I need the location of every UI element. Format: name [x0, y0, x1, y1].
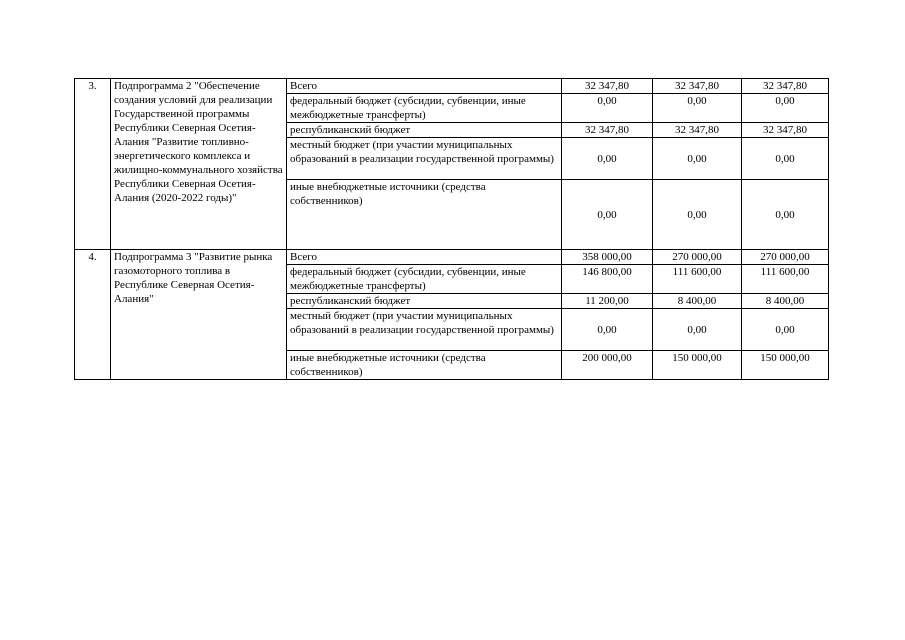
funding-source: местный бюджет (при участии муниципальных образований в реализации государственной программы) [287, 309, 562, 351]
amount-year-1: 11 200,00 [562, 294, 653, 309]
amount-year-3: 0,00 [742, 309, 829, 351]
funding-source: федеральный бюджет (субсидии, субвенции, иные межбюджетные трансферты) [287, 94, 562, 123]
funding-source: федеральный бюджет (субсидии, субвенции, иные межбюджетные трансферты) [287, 265, 562, 294]
funding-source: республиканский бюджет [287, 294, 562, 309]
amount-year-2: 0,00 [653, 309, 742, 351]
amount-year-1: 0,00 [562, 138, 653, 180]
amount-year-3: 0,00 [742, 180, 829, 250]
amount-year-1: 0,00 [562, 309, 653, 351]
amount-year-1: 200 000,00 [562, 351, 653, 380]
amount-year-2: 270 000,00 [653, 250, 742, 265]
amount-year-2: 32 347,80 [653, 79, 742, 94]
funding-source: иные внебюджетные источники (средства собственников) [287, 180, 562, 250]
amount-year-2: 32 347,80 [653, 123, 742, 138]
table-row [75, 79, 829, 94]
amount-year-3: 32 347,80 [742, 123, 829, 138]
amount-year-3: 0,00 [742, 138, 829, 180]
amount-year-2: 111 600,00 [653, 265, 742, 294]
funding-source: иные внебюджетные источники (средства собственников) [287, 351, 562, 380]
amount-year-3: 111 600,00 [742, 265, 829, 294]
amount-year-2: 0,00 [653, 180, 742, 250]
amount-year-1: 32 347,80 [562, 79, 653, 94]
amount-year-3: 32 347,80 [742, 79, 829, 94]
amount-year-3: 150 000,00 [742, 351, 829, 380]
amount-year-3: 0,00 [742, 94, 829, 123]
amount-year-2: 8 400,00 [653, 294, 742, 309]
amount-year-1: 32 347,80 [562, 123, 653, 138]
amount-year-2: 150 000,00 [653, 351, 742, 380]
amount-year-1: 146 800,00 [562, 265, 653, 294]
funding-table [74, 78, 829, 380]
amount-year-1: 0,00 [562, 94, 653, 123]
row-number: 4. [75, 250, 111, 380]
funding-source: Всего [287, 250, 562, 265]
amount-year-2: 0,00 [653, 94, 742, 123]
row-number: 3. [75, 79, 111, 250]
table-row [75, 250, 829, 265]
funding-source: республиканский бюджет [287, 123, 562, 138]
funding-source: Всего [287, 79, 562, 94]
amount-year-1: 358 000,00 [562, 250, 653, 265]
subprogram-name: Подпрограмма 3 "Развитие рынка газомоторного топлива в Республике Северная Осетия-Алания" [111, 250, 287, 380]
amount-year-2: 0,00 [653, 138, 742, 180]
amount-year-1: 0,00 [562, 180, 653, 250]
amount-year-3: 270 000,00 [742, 250, 829, 265]
subprogram-name: Подпрограмма 2 "Обеспечение создания условий для реализации Государственной программы Республики Северная Осетия-Алания "Развитие топливно-энергетического комплекса и жилищно-коммунального хозяйства Республики Северная Осетия-Алания (2020-2022 годы)" [111, 79, 287, 250]
amount-year-3: 8 400,00 [742, 294, 829, 309]
funding-source: местный бюджет (при участии муниципальных образований в реализации государственной программы) [287, 138, 562, 180]
